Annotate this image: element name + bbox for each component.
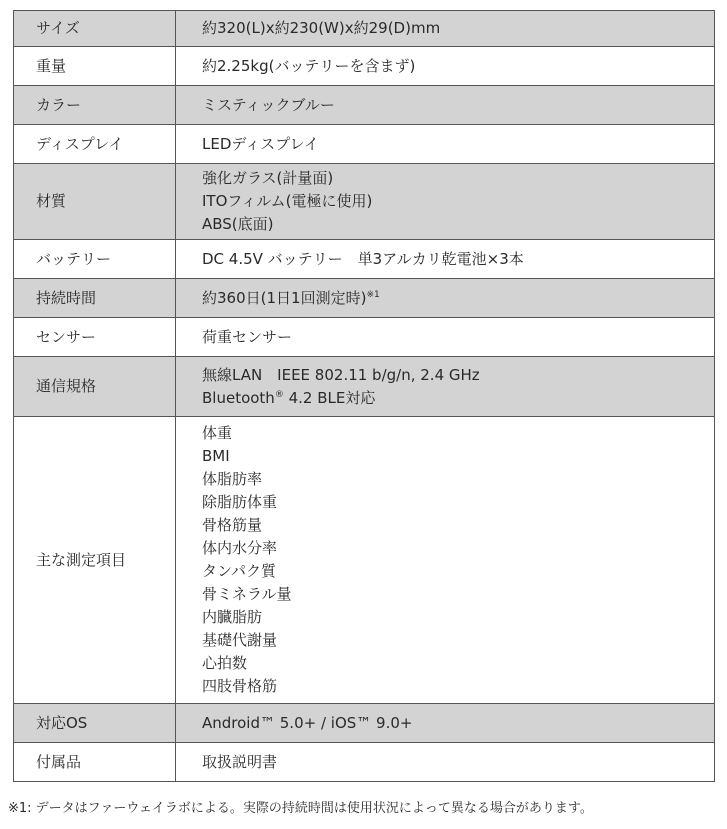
value-line: Android™ 5.0+ / iOS™ 9.0+	[202, 713, 413, 732]
row-weight	[14, 47, 715, 86]
row-label: 重量	[14, 47, 176, 86]
row-supported-os	[14, 704, 715, 743]
value-line: ABS(底面)	[202, 215, 274, 233]
value-line: 除脂肪体重	[202, 493, 278, 511]
value-line: 体脂肪率	[202, 470, 263, 488]
value-line: BMI	[202, 447, 230, 465]
footnote-mark: ※1	[366, 289, 380, 300]
row-label: カラー	[14, 86, 176, 125]
row-value	[176, 704, 715, 743]
row-label: 通信規格	[14, 357, 176, 417]
registered-mark: ®	[274, 389, 284, 400]
row-sensor	[14, 318, 715, 357]
bluetooth-version: 4.2 BLE対応	[283, 388, 376, 407]
value-line	[202, 387, 714, 410]
row-color	[14, 86, 715, 125]
value-line: 骨ミネラル量	[202, 585, 292, 603]
row-display	[14, 125, 715, 164]
value-line: 無線LAN IEEE 802.11 b/g/n, 2.4 GHz	[202, 365, 480, 384]
row-value	[176, 86, 715, 125]
row-label: 対応OS	[14, 704, 176, 743]
value-line: 体内水分率	[202, 539, 278, 557]
value-line: 荷重センサー	[202, 327, 293, 346]
row-value	[176, 240, 715, 279]
row-value	[176, 125, 715, 164]
value-line: 基礎代謝量	[202, 631, 278, 649]
row-label: サイズ	[14, 11, 176, 47]
value-line: 骨格筋量	[202, 516, 263, 534]
row-value	[176, 279, 715, 318]
value-line: 体重	[202, 424, 233, 442]
row-value	[176, 47, 715, 86]
footnote: ※1: データはファーウェイラボによる。実際の持続時間は使用状況によって異なる場合があります。	[8, 801, 593, 816]
value-line: タンパク質	[202, 562, 276, 580]
value-line: 約2.25kg(バッテリーを含まず)	[202, 56, 416, 75]
row-value	[176, 357, 715, 417]
row-value	[176, 164, 715, 240]
row-value	[176, 318, 715, 357]
value-line: 心拍数	[202, 654, 248, 672]
row-label: センサー	[14, 318, 176, 357]
value-line: 内臓脂肪	[202, 608, 263, 626]
row-label: 材質	[14, 164, 176, 240]
value-line: 四肢骨格筋	[202, 677, 278, 695]
row-label: バッテリー	[14, 240, 176, 279]
row-value	[176, 743, 715, 782]
row-connectivity	[14, 357, 715, 417]
value-text: 約360日(1日1回測定時)	[202, 288, 367, 307]
value-line: DC 4.5V バッテリー 単3アルカリ乾電池×3本	[202, 249, 524, 268]
spec-table	[13, 10, 715, 782]
row-label: 付属品	[14, 743, 176, 782]
row-accessories	[14, 743, 715, 782]
value-line: LEDディスプレイ	[202, 134, 319, 153]
value-line: 強化ガラス(計量面)	[202, 169, 334, 187]
row-label: ディスプレイ	[14, 125, 176, 164]
row-label: 持続時間	[14, 279, 176, 318]
row-value	[176, 417, 715, 704]
row-material	[14, 164, 715, 240]
value-line: 取扱説明書	[202, 752, 278, 771]
row-battery	[14, 240, 715, 279]
value-line: ミスティックブルー	[202, 95, 335, 114]
value-line: ITOフィルム(電極に使用)	[202, 192, 373, 210]
row-value	[176, 11, 715, 47]
value-line	[202, 287, 714, 310]
value-line: 約320(L)x約230(W)x約29(D)mm	[202, 19, 441, 37]
row-battery-life	[14, 279, 715, 318]
row-size	[14, 11, 715, 47]
bluetooth-text: Bluetooth	[202, 388, 275, 407]
row-label: 主な測定項目	[14, 417, 176, 704]
row-measurements	[14, 417, 715, 704]
